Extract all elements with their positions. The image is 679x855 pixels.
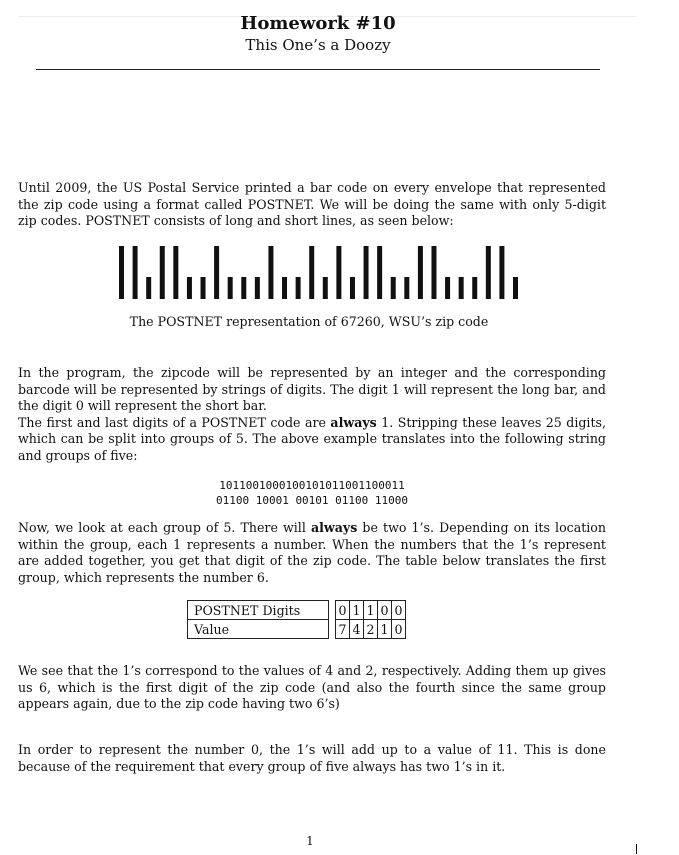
postnet-table	[187, 600, 406, 639]
digit-cell: 0	[336, 601, 350, 620]
short-bar	[323, 277, 328, 299]
result-paragraph: We see that the 1’s correspond to the values of 4 and 2, respectively. Adding them up gives us 6, which is the first digit of the zip code (and also the fourth since the same group appears again, due to the zip code having two 6’s)	[18, 663, 606, 711]
digit-cell: 0	[392, 601, 406, 620]
long-bar	[173, 246, 178, 299]
short-bar	[255, 277, 260, 299]
long-bar	[133, 246, 138, 299]
long-bar	[119, 246, 124, 299]
short-bar	[282, 277, 287, 299]
value-cell: 2	[364, 620, 378, 639]
zero-paragraph: In order to represent the number 0, the 1’s will add up to a value of 11. This is done because of the requirement that every group of five always has two 1’s in it.	[18, 742, 606, 774]
short-bar	[187, 277, 192, 299]
short-bar	[391, 277, 396, 299]
value-cell: 1	[378, 620, 392, 639]
short-bar	[472, 277, 477, 299]
short-bar	[459, 277, 464, 299]
page-title: Homework #10	[240, 13, 396, 34]
long-bar	[268, 246, 273, 299]
table-row	[188, 601, 406, 620]
program-bold: always	[330, 414, 377, 430]
short-bar	[201, 277, 206, 299]
code-full-string: 1011001000100101011001100011	[219, 479, 405, 492]
short-bar	[228, 277, 233, 299]
groups-before: Now, we look at each group of 5. There will	[18, 520, 311, 535]
value-cell: 4	[350, 620, 364, 639]
long-bar	[309, 246, 314, 299]
digit-cell: 0	[378, 601, 392, 620]
groups-paragraph	[18, 520, 606, 586]
groups-after: be two 1’s. Depending on its location within the group, each 1 represents a number. When the numbers that the 1’s represent are added together, you get that digit of the zip code. The table below translates the first group, which represents the number 6.	[18, 520, 607, 585]
code-groups: 01100 10001 00101 01100 11000	[215, 494, 409, 507]
groups-bold: always	[310, 520, 358, 535]
title-rule	[36, 69, 600, 70]
short-bar	[241, 277, 246, 299]
edge-mark	[636, 844, 637, 854]
barcode-caption: The POSTNET representation of 67260, WSU’s zip code	[129, 314, 489, 329]
postnet-barcode	[119, 246, 518, 299]
page-number: 1	[306, 834, 314, 848]
long-bar	[160, 246, 165, 299]
short-bar	[296, 277, 301, 299]
long-bar	[377, 246, 382, 299]
digit-cell: 1	[350, 601, 364, 620]
program-paragraph	[18, 365, 606, 464]
value-cell: 0	[392, 620, 406, 639]
short-bar	[146, 277, 151, 299]
program-line-1: In the program, the zipcode will be represented by an integer and the corresponding barcode will be represented by strings of digits. The digit 1 will represent the long bar, and the digit 0 will represent the short bar.	[18, 365, 606, 413]
short-bar	[513, 277, 518, 299]
program-line-2a: The first and last digits of a POSTNET code are	[18, 414, 331, 430]
value-cell: 7	[336, 620, 350, 639]
long-bar	[336, 246, 341, 299]
long-bar	[418, 246, 423, 299]
long-bar	[364, 246, 369, 299]
short-bar	[350, 277, 355, 299]
long-bar	[486, 246, 491, 299]
program-line-2b: 1. Stripping these leaves 25 digits, which can be split into groups of 5. The above example translates into the following string and groups of five:	[18, 414, 606, 463]
page-subtitle: This One’s a Doozy	[245, 36, 391, 54]
row-label-value: Value	[188, 620, 329, 639]
long-bar	[431, 246, 436, 299]
short-bar	[404, 277, 409, 299]
row-label-digits: POSTNET Digits	[188, 601, 329, 620]
long-bar	[499, 246, 504, 299]
short-bar	[445, 277, 450, 299]
table-row	[188, 620, 406, 639]
long-bar	[214, 246, 219, 299]
intro-paragraph: Until 2009, the US Postal Service printed a bar code on every envelope that represented the zip code using a format called POSTNET. We will be doing the same with only 5-digit zip codes. POSTNET consists of long and short lines, as seen below:	[18, 180, 606, 228]
digit-cell: 1	[364, 601, 378, 620]
